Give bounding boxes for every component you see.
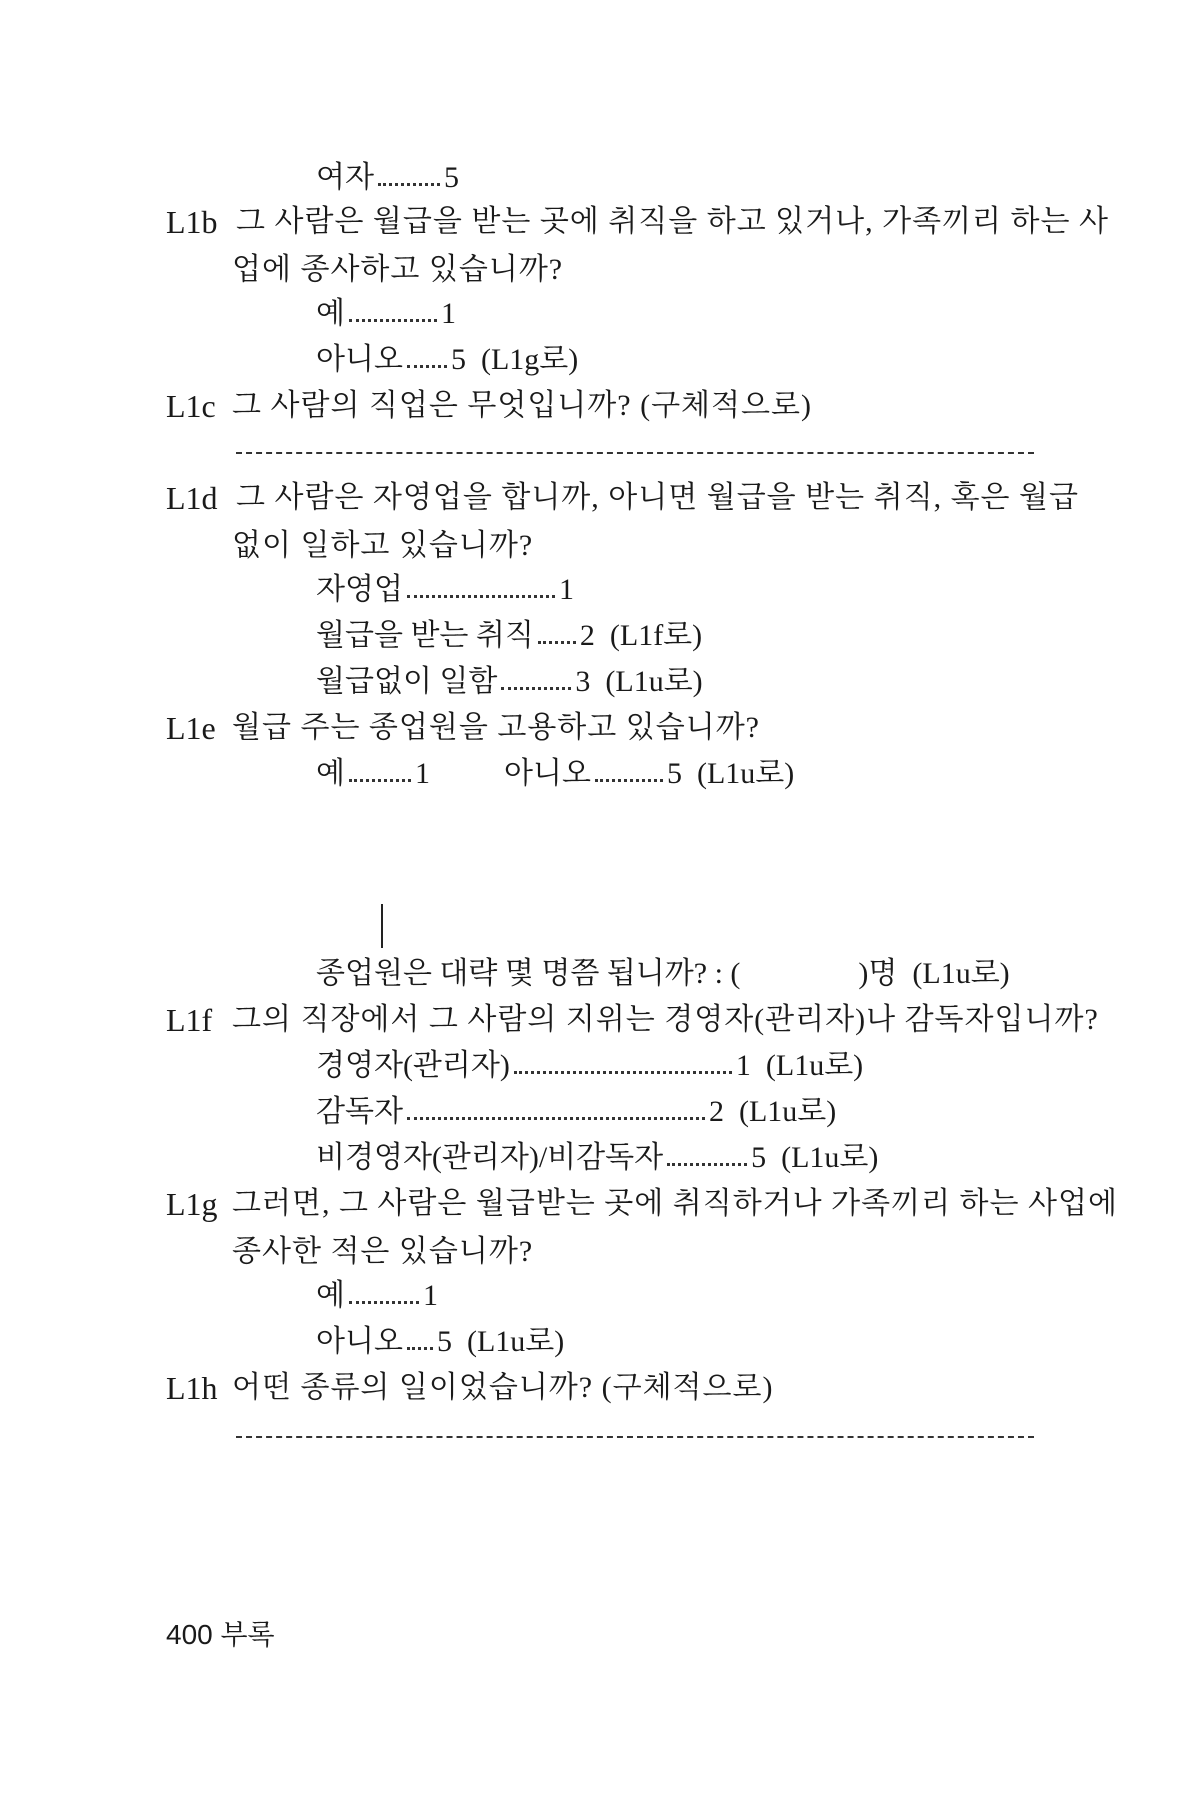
option-no [316,1322,564,1362]
question-code-l1f: L1f [166,1002,213,1038]
option-salaried [316,616,702,656]
leader-dots [538,641,576,644]
option-self-employed [316,570,574,610]
question-text-l1c: 그 사람의 직업은 무엇입니까? (구체적으로) [232,389,812,422]
option-yes [316,754,430,794]
skip-instruction: (L1u로) [781,1141,879,1174]
question-text-l1f: 그의 직장에서 그 사람의 지위는 경영자(관리자)나 감독자입니까? [232,1003,1099,1036]
question-text-l1d-line2: 없이 일하고 있습니까? [232,529,534,562]
leader-dots [407,1347,433,1350]
option-code: 5 [443,161,459,194]
branch-connector-line [381,904,383,948]
option-label: 아니오 [316,343,403,376]
section-title: 부록 [220,1619,275,1650]
option-label: 아니오 [504,757,591,790]
employee-count-followup [316,954,1010,994]
answer-line [236,1436,1034,1438]
option-label: 자영업 [316,573,403,606]
option-label: 감독자 [316,1095,403,1128]
option-no [316,340,578,380]
leader-dots [378,183,440,186]
option-yes [316,1276,438,1316]
option-label: 예 [316,1279,345,1312]
option-unpaid [316,662,703,702]
option-code: 5 [436,1325,452,1358]
skip-instruction: (L1u로) [765,1049,864,1082]
question-code-l1e: L1e [166,710,216,746]
option-label: 월급없이 일함 [316,665,498,698]
leader-dots [407,365,447,368]
option-female [316,158,459,198]
question-text-l1g-line1: 그러면, 그 사람은 월급받는 곳에 취직하거나 가족끼리 하는 사업에 [232,1187,1118,1220]
question-text-l1g-line2: 종사한 적은 있습니까? [232,1235,534,1268]
leader-dots [514,1071,732,1074]
option-no [504,754,794,794]
leader-dots [501,687,571,690]
option-label: 여자 [316,161,374,194]
leader-dots [349,1301,419,1304]
skip-instruction: (L1u로) [605,665,703,698]
leader-dots [407,1117,705,1120]
option-supervisor [316,1092,836,1132]
followup-unit: )명 [858,957,898,990]
option-code: 2 [579,619,595,652]
question-code-l1h: L1h [166,1370,218,1406]
option-non-manager [316,1138,878,1178]
question-text-l1d-line1: 그 사람은 자영업을 합니까, 아니면 월급을 받는 취직, 혹은 월급 [236,481,1079,514]
skip-instruction: (L1u로) [912,957,1010,990]
option-code: 5 [450,343,466,376]
leader-dots [349,779,411,782]
question-code-l1g: L1g [166,1186,218,1222]
option-yes [316,294,456,334]
option-label: 아니오 [316,1325,403,1358]
page-number: 400 [166,1619,213,1650]
option-label: 비경영자(관리자)/비감독자 [316,1141,664,1174]
question-text-l1b-line1: 그 사람은 월급을 받는 곳에 취직을 하고 있거나, 가족끼리 하는 사 [236,205,1109,238]
question-code-l1b: L1b [166,204,218,240]
option-code: 5 [751,1141,767,1174]
question-text-l1b-line2: 업에 종사하고 있습니까? [232,253,564,286]
option-code: 1 [558,573,574,606]
question-text-l1e: 월급 주는 종업원을 고용하고 있습니까? [232,711,760,744]
option-code: 1 [735,1049,751,1082]
page-footer [166,1617,275,1653]
option-manager [316,1046,863,1086]
skip-instruction: (L1f로) [609,619,703,652]
option-code: 1 [422,1279,438,1312]
leader-dots [407,595,555,598]
leader-dots [595,779,663,782]
skip-instruction: (L1g로) [480,343,579,376]
skip-instruction: (L1u로) [738,1095,837,1128]
option-label: 예 [316,757,345,790]
option-label: 월급을 받는 취직 [316,619,534,652]
leader-dots [349,319,437,322]
option-code: 1 [440,297,456,330]
skip-instruction: (L1u로) [466,1325,565,1358]
option-code: 2 [708,1095,724,1128]
option-label: 예 [316,297,345,330]
answer-line [236,452,1034,454]
skip-instruction: (L1u로) [696,757,795,790]
option-code: 3 [575,665,591,698]
option-code: 5 [666,757,682,790]
option-code: 1 [414,757,430,790]
followup-prompt: 종업원은 대략 몇 명쯤 됩니까? : ( [316,957,741,990]
option-label: 경영자(관리자) [316,1049,510,1082]
question-text-l1h: 어떤 종류의 일이었습니까? (구체적으로) [232,1371,774,1404]
question-code-l1d: L1d [166,480,218,516]
question-code-l1c: L1c [166,388,216,424]
leader-dots [667,1163,747,1166]
